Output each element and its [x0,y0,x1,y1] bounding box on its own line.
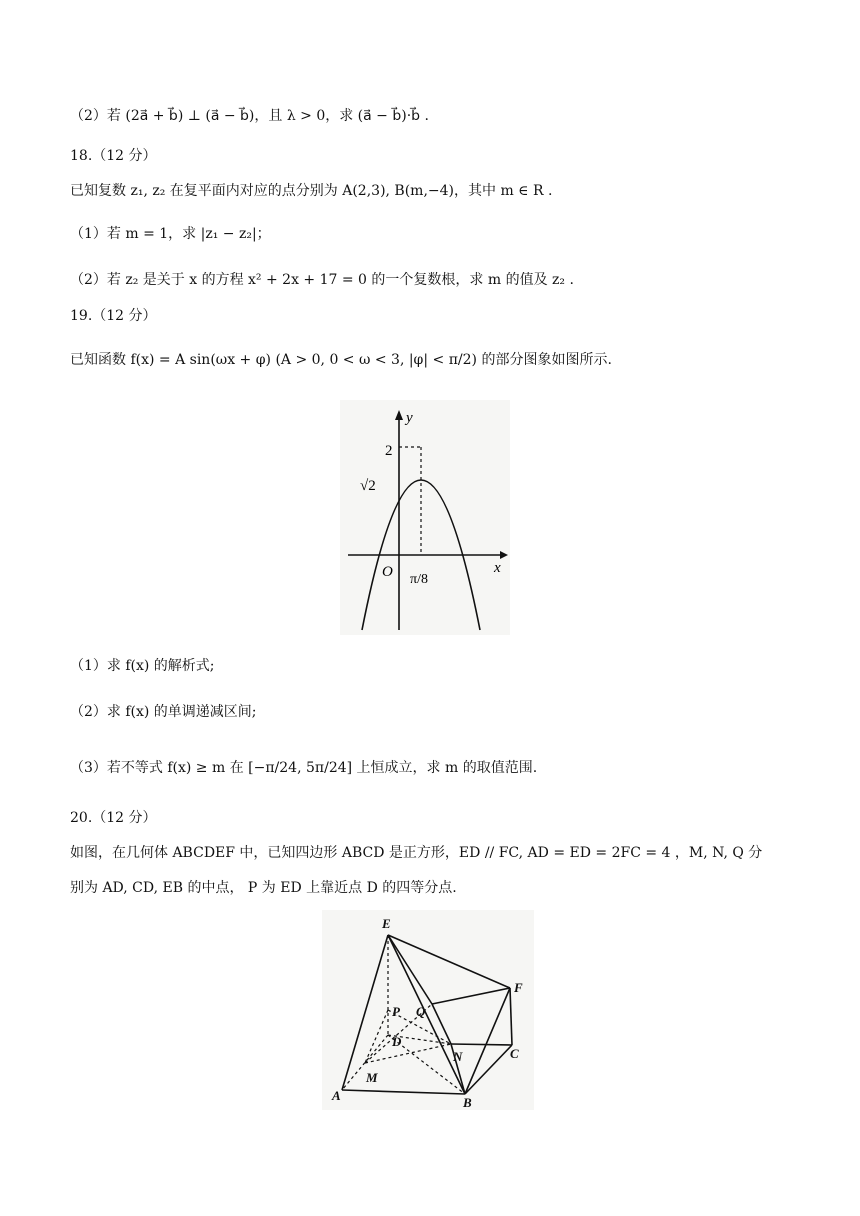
label-C: C [510,1046,519,1061]
q18-header: 18.（12 分） [70,148,157,164]
graph-max-label: 2 [385,443,393,459]
q20-geometry-figure [322,910,534,1110]
label-B: B [463,1095,472,1110]
graph-intercept-label: √2 [360,478,376,494]
q20-header: 20.（12 分） [70,810,157,826]
q18-part1: （1）若 m = 1，求 |z₁ − z₂|； [70,226,271,242]
q17-part2: （2）若 (2a⃗ + b⃗) ⊥ (a⃗ − b⃗)，且 λ > 0，求 (a⃗ − b⃗)·b⃗ . [70,108,429,124]
q20-stem-line1: 如图，在几何体 ABCDEF 中，已知四边形 ABCD 是正方形，ED // FC, AD = ED = 2FC = 4 ，M, N, Q 分 [70,845,763,861]
label-D: D [392,1034,402,1049]
label-P: P [392,1004,400,1019]
label-A: A [332,1088,341,1103]
graph-peak-x-label: π/8 [410,572,428,587]
graph-origin-label: O [382,564,393,580]
q19-stem: 已知函数 f(x) = A sin(ωx + φ) (A > 0, 0 < ω < 3, |φ| < π/2) 的部分图象如图所示. [70,352,612,368]
q18-part2: （2）若 z₂ 是关于 x 的方程 x² + 2x + 17 = 0 的一个复数根，求 m 的值及 z₂ . [70,272,574,288]
q19-part3: （3）若不等式 f(x) ≥ m 在 [−π/24, 5π/24] 上恒成立，求 m 的取值范围. [70,760,538,776]
label-N: N [453,1049,463,1064]
q19-header: 19.（12 分） [70,308,157,324]
label-F: F [514,980,523,995]
q20-stem-line2: 别为 AD, CD, EB 的中点， P 为 ED 上靠近点 D 的四等分点. [70,880,457,896]
graph-x-label: x [494,560,501,576]
graph-y-label: y [406,410,413,426]
q19-part2: （2）求 f(x) 的单调递减区间; [70,704,257,720]
q19-graph [340,400,510,635]
label-E: E [382,916,391,931]
q19-part1: （1）求 f(x) 的解析式; [70,658,215,674]
label-M: M [366,1070,378,1085]
label-Q: Q [416,1004,426,1019]
q18-stem: 已知复数 z₁, z₂ 在复平面内对应的点分别为 A(2,3), B(m,−4)，其中 m ∈ R . [70,183,553,199]
